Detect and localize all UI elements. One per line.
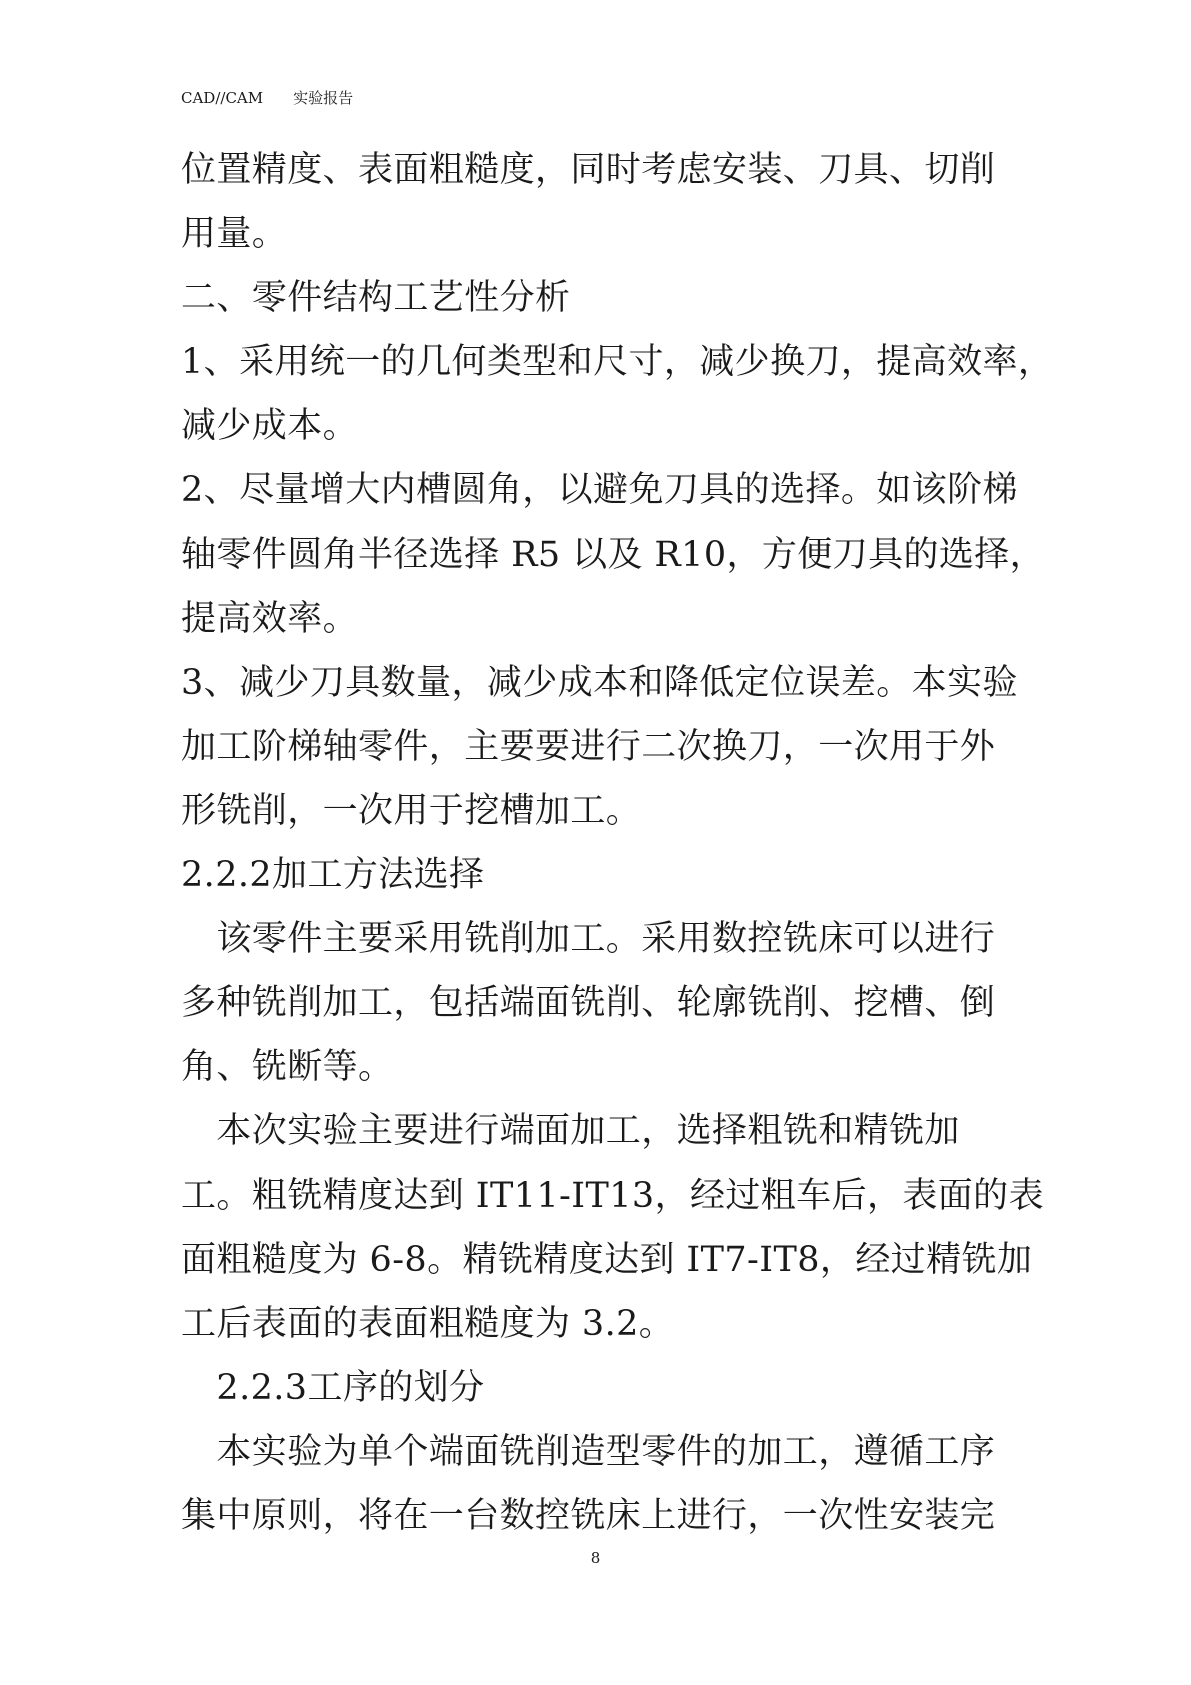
text-line: 用量。 bbox=[181, 214, 288, 255]
document-body bbox=[181, 138, 1054, 1548]
section-heading: 2.2.3工序的划分 bbox=[181, 1367, 485, 1408]
text-line: 形铣削，一次用于挖槽加工。 bbox=[181, 790, 642, 831]
text-line: 2、尽量增大内槽圆角，以避免刀具的选择。如该阶梯 bbox=[181, 470, 1018, 511]
section-heading: 二、零件结构工艺性分析 bbox=[181, 278, 571, 319]
text-line: 多种铣削加工，包括端面铣削、轮廓铣削、挖槽、倒 bbox=[181, 983, 996, 1024]
page-number: 8 bbox=[590, 1549, 601, 1567]
text-line: 轴零件圆角半径选择 R5 以及 R10，方便刀具的选择， bbox=[181, 534, 1046, 575]
text-line: 工后表面的表面粗糙度为 3.2。 bbox=[181, 1303, 675, 1344]
page-header: CAD//CAM 实验报告 bbox=[181, 89, 354, 107]
section-heading: 2.2.2加工方法选择 bbox=[181, 855, 485, 896]
text-line: 1、采用统一的几何类型和尺寸，减少换刀，提高效率， bbox=[181, 342, 1054, 383]
text-line: 角、铣断等。 bbox=[181, 1047, 394, 1088]
text-line: 提高效率。 bbox=[181, 598, 359, 639]
text-line: 加工阶梯轴零件，主要要进行二次换刀，一次用于外 bbox=[181, 726, 996, 767]
text-line: 减少成本。 bbox=[181, 406, 359, 447]
text-line: 面粗糙度为 6-8。精铣精度达到 IT7-IT8，经过精铣加 bbox=[181, 1239, 1033, 1280]
text-line: 位置精度、表面粗糙度，同时考虑安装、刀具、切削 bbox=[181, 150, 996, 190]
text-line: 工。粗铣精度达到 IT11-IT13，经过粗车后，表面的表 bbox=[181, 1175, 1044, 1216]
text-line: 本实验为单个端面铣削造型零件的加工，遵循工序 bbox=[181, 1431, 996, 1472]
text-line: 本次实验主要进行端面加工，选择粗铣和精铣加 bbox=[181, 1111, 960, 1152]
text-line: 3、减少刀具数量，减少成本和降低定位误差。本实验 bbox=[181, 662, 1018, 703]
text-line: 该零件主要采用铣削加工。采用数控铣床可以进行 bbox=[181, 919, 996, 960]
text-line: 集中原则，将在一台数控铣床上进行，一次性安装完 bbox=[181, 1495, 996, 1536]
